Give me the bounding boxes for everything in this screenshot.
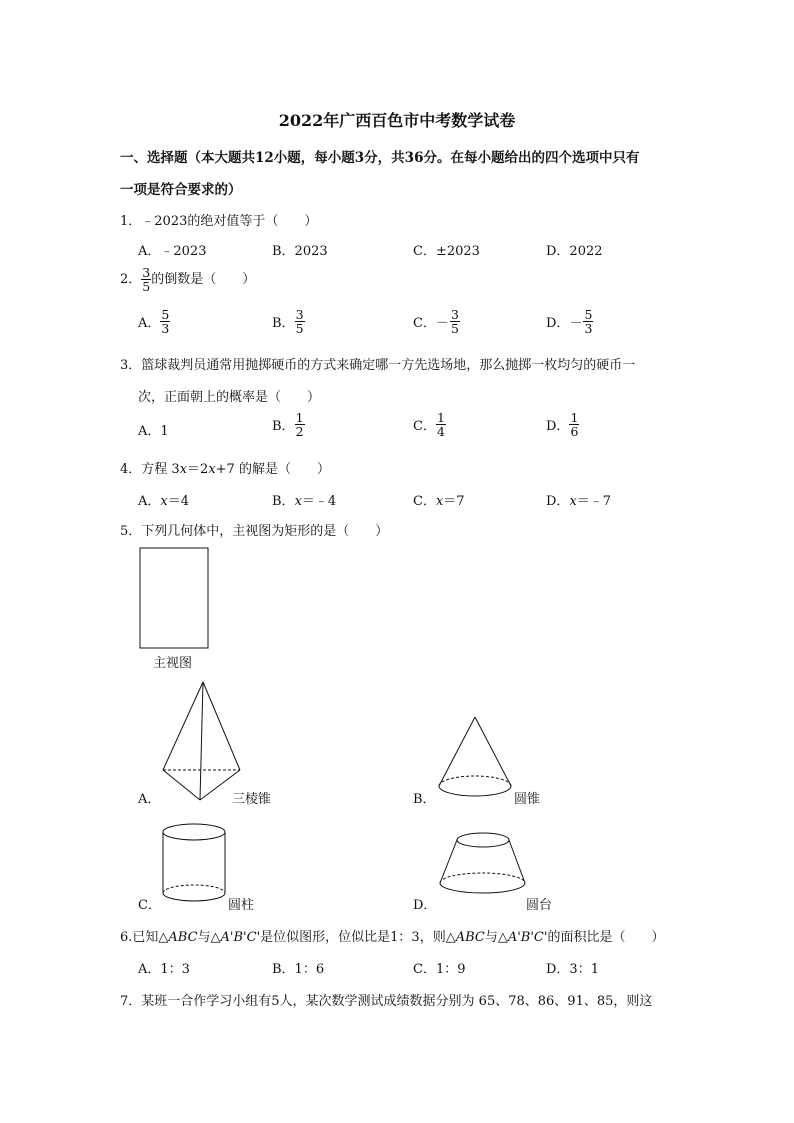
q3-d-denominator: 6 bbox=[570, 424, 579, 440]
q2-d-numerator: 5 bbox=[584, 307, 593, 322]
q6-triangle-abc-prime: A'B'C' bbox=[220, 930, 261, 945]
q2-c-denominator: 5 bbox=[450, 321, 459, 337]
q4-variable: x bbox=[179, 462, 188, 477]
q2-fraction-numerator: 3 bbox=[142, 265, 151, 280]
q2-d-denominator: 3 bbox=[584, 321, 593, 337]
q4-c-variable: x bbox=[435, 494, 444, 509]
q2-b-numerator: 3 bbox=[295, 307, 304, 322]
question-4-number: 4． bbox=[120, 462, 142, 477]
q2-option-a-label: A． bbox=[138, 316, 161, 332]
q3-c-numerator: 1 bbox=[436, 410, 445, 425]
q5-option-c-caption: 圆柱 bbox=[228, 898, 255, 913]
q3-b-denominator: 2 bbox=[295, 424, 304, 440]
q1-option-b: B．2023 bbox=[272, 244, 328, 259]
q4-c-value: ＝7 bbox=[443, 494, 465, 509]
q6-option-c: C．1：9 bbox=[413, 962, 466, 977]
q3-option-a-value: 1 bbox=[160, 424, 169, 439]
q3-option-d-label: D． bbox=[546, 419, 570, 435]
q6-option-d: D．3：1 bbox=[546, 962, 599, 977]
q5-option-d-caption: 圆台 bbox=[526, 898, 553, 913]
question-2-stem: 的倒数是（ ） bbox=[151, 272, 256, 288]
front-view-caption: 主视图 bbox=[153, 656, 193, 671]
q2-b-denominator: 5 bbox=[295, 321, 304, 337]
q4-option-b-label: B． bbox=[272, 494, 295, 509]
q2-a-denominator: 3 bbox=[161, 321, 170, 337]
question-6 bbox=[120, 926, 664, 945]
q3-b-numerator: 1 bbox=[295, 410, 304, 425]
q2-c-numerator: 3 bbox=[450, 307, 459, 322]
q6-part: 6.已知△ bbox=[120, 930, 169, 945]
q6-part: 的面积比是（ ） bbox=[547, 930, 665, 945]
q5-option-b-label: B． bbox=[413, 792, 436, 807]
question-1-stem: ﹣2023的绝对值等于（ ） bbox=[141, 214, 318, 229]
q2-option-b-label: B． bbox=[272, 316, 295, 332]
q2-option-d-minus: － bbox=[569, 316, 583, 332]
question-3-line2: 次，正面朝上的概率是（ ） bbox=[138, 390, 321, 405]
section-heading-line2: 一项是符合要求的） bbox=[120, 182, 242, 198]
q6-triangle-abc: ABC bbox=[168, 930, 198, 945]
q1-option-d: D．2022 bbox=[546, 244, 603, 259]
q6-triangle-abc: ABC bbox=[455, 930, 485, 945]
q4-variable: x bbox=[208, 462, 216, 477]
q3-option-c-label: C． bbox=[413, 419, 436, 435]
q4-b-value: ＝﹣4 bbox=[301, 494, 337, 509]
q4-option-d-label: D． bbox=[546, 494, 570, 509]
q5-option-b-caption: 圆锥 bbox=[514, 792, 541, 807]
q1-option-a: A．﹣2023 bbox=[138, 244, 207, 259]
question-7 bbox=[120, 990, 652, 1009]
triangular-pyramid-figure bbox=[163, 682, 240, 800]
page-title: 2022年广西百色市中考数学试卷 bbox=[278, 111, 516, 130]
q4-option-c-label: C． bbox=[413, 494, 436, 509]
cone-figure bbox=[439, 717, 511, 796]
question-3-stem1: 篮球裁判员通常用抛掷硬币的方式来确定哪一方先选场地，那么抛掷一枚均匀的硬币一 bbox=[141, 358, 636, 373]
question-7-stem: 某班一合作学习小组有5人，某次数学测试成绩数据分别为 65、78、86、91、85，则这 bbox=[141, 994, 653, 1009]
q2-option-d-label: D． bbox=[546, 316, 570, 332]
question-1-number: 1． bbox=[120, 214, 142, 229]
q3-d-numerator: 1 bbox=[570, 410, 579, 425]
section-heading-line1: 一、选择题（本大题共12小题，每小题3分，共36分。在每小题给出的四个选项中只有 bbox=[120, 150, 640, 166]
q6-part: 是位似图形，位似比是1：3，则△ bbox=[260, 930, 456, 945]
q4-d-variable: x bbox=[569, 494, 577, 509]
question-7-number: 7． bbox=[120, 994, 142, 1009]
q6-part: 与△ bbox=[484, 930, 508, 945]
q4-a-value: ＝4 bbox=[167, 494, 190, 509]
q3-c-denominator: 4 bbox=[436, 424, 445, 440]
frustum-figure bbox=[440, 833, 525, 893]
q2-option-c-label: C． bbox=[413, 316, 436, 332]
q4-option-a-label: A． bbox=[138, 494, 161, 509]
q6-triangle-abc-prime: A'B'C' bbox=[507, 930, 548, 945]
q3-option-b-label: B． bbox=[272, 419, 295, 435]
q6-option-a: A．1：3 bbox=[138, 962, 190, 977]
question-4-stem-pre: 方程 3 bbox=[141, 462, 180, 477]
q5-option-d-label: D． bbox=[413, 898, 437, 913]
question-4-stem-mid: ＝2 bbox=[187, 462, 209, 477]
q2-fraction-denominator: 5 bbox=[142, 279, 151, 295]
q1-option-c: C．±2023 bbox=[413, 244, 480, 259]
q4-b-variable: x bbox=[294, 494, 302, 509]
question-2-number: 2． bbox=[120, 272, 142, 288]
q3-option-a-label: A． bbox=[138, 424, 161, 439]
q5-option-a-caption: 三棱锥 bbox=[232, 792, 272, 807]
q4-d-value: ＝﹣7 bbox=[576, 494, 612, 509]
q6-option-b: B．1：6 bbox=[272, 962, 325, 977]
q4-a-variable: x bbox=[160, 494, 168, 509]
question-3-number: 3． bbox=[120, 358, 142, 373]
q5-option-c-label: C． bbox=[138, 898, 161, 913]
q2-option-c-minus: － bbox=[435, 316, 449, 332]
q6-part: 与△ bbox=[197, 930, 221, 945]
question-5-number: 5． bbox=[120, 524, 142, 539]
q2-a-numerator: 5 bbox=[161, 307, 170, 322]
question-4-stem-mid2: +7 的解是（ ） bbox=[215, 462, 330, 477]
question-5-stem: 下列几何体中，主视图为矩形的是（ ） bbox=[141, 524, 389, 539]
q5-option-a-label: A． bbox=[138, 792, 161, 807]
cylinder-figure bbox=[163, 824, 225, 901]
front-view-rectangle bbox=[140, 548, 208, 648]
